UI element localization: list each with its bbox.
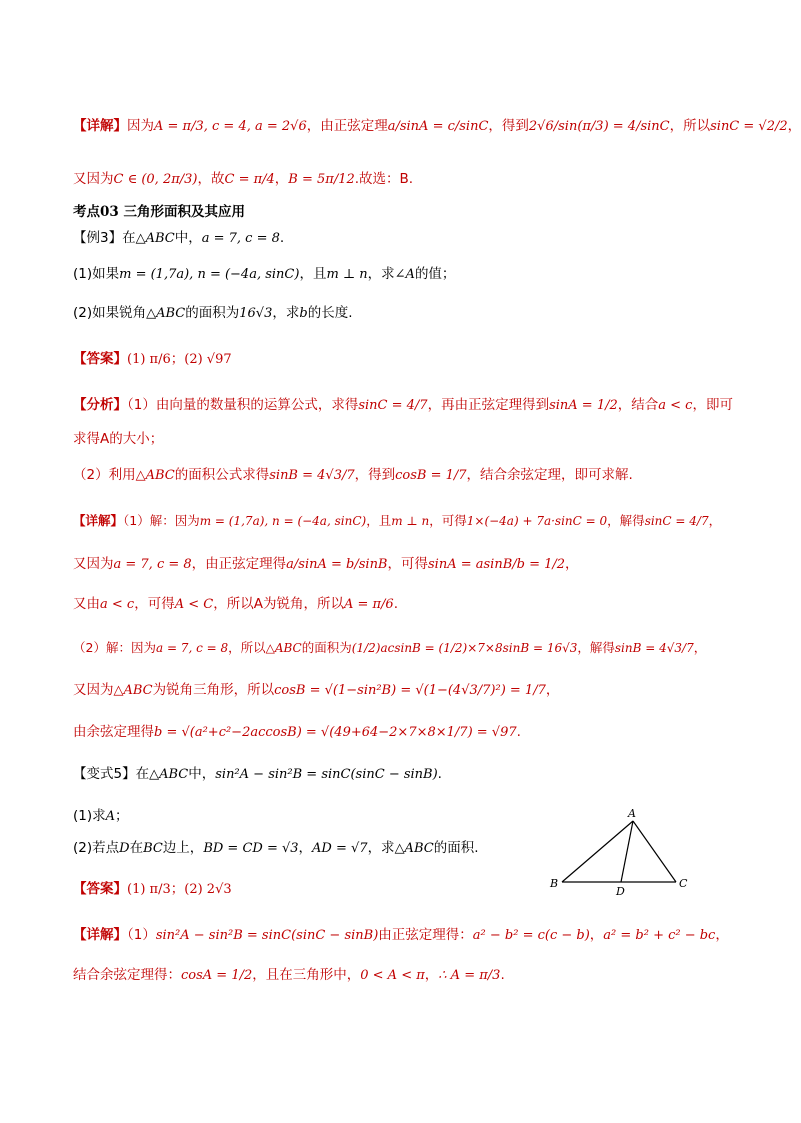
math: cosB = 1/7 <box>395 468 467 483</box>
text: ， <box>424 967 439 983</box>
text: . <box>516 724 521 740</box>
text: (1)求 <box>73 808 106 824</box>
detail-5-line-1 <box>73 926 754 945</box>
math: a/sinA = b/sinB <box>286 557 388 572</box>
text: 在 <box>135 766 150 782</box>
example-tag: 【例3】 <box>73 230 123 246</box>
math: b = √(a²+c²−2accosB) = √(49+64−2×7×8×1/7) = √97 <box>154 725 517 740</box>
math: (2) √97 <box>184 352 232 367</box>
example-3-question-1 <box>73 265 754 284</box>
math: sinB = 4√3/7 <box>269 468 355 483</box>
text: ，故 <box>197 171 225 187</box>
text: ，可得 <box>429 513 467 528</box>
math: a < c <box>658 398 693 413</box>
math: m ⊥ n <box>391 514 430 528</box>
point-label-d: D <box>616 885 625 898</box>
math: ∴ A = π/3 <box>438 968 501 983</box>
text: ， <box>708 513 722 528</box>
text: ， <box>298 840 313 856</box>
math: A = π/3, c = 4, a = 2√6 <box>154 119 307 134</box>
text: 的值； <box>414 266 456 282</box>
math: sinA = asinB/b = 1/2 <box>428 557 566 572</box>
text: 边上， <box>162 840 204 856</box>
text: ，结合余弦定理，即可求解. <box>466 467 633 483</box>
text: 因为 <box>127 118 154 134</box>
math: m = (1,7a), n = (−4a, sinC) <box>199 514 367 528</box>
math: a² = b² + c² − bc <box>603 928 716 943</box>
detail-tag: 【详解】 <box>73 513 124 528</box>
detail-tag: 【详解】 <box>73 927 127 943</box>
math: ∠A <box>394 267 415 282</box>
text: （1）解：因为 <box>123 513 200 528</box>
detail-3-line-4 <box>73 639 754 657</box>
text: （2）利用 <box>73 467 136 483</box>
answer-tag: 【答案】 <box>73 881 127 897</box>
text: 在 <box>129 840 144 856</box>
vertex-label-b: B <box>550 877 559 890</box>
math: sinA = 1/2 <box>549 398 618 413</box>
answer-3-line <box>73 350 754 369</box>
math: A <box>105 809 116 824</box>
text: （1）由向量的数量积的运算公式，求得 <box>127 397 359 413</box>
math: C = π/4 <box>224 172 275 187</box>
text: ，解得 <box>607 513 645 528</box>
detail-3-line-5 <box>73 681 754 700</box>
math: 1×(−4a) + 7a·sinC = 0 <box>466 514 608 528</box>
math: a/sinA = c/sinC <box>387 119 489 134</box>
side-ac <box>633 821 676 882</box>
text: 由余弦定理得 <box>73 724 154 740</box>
text: 中， <box>174 230 202 246</box>
math: 2√6/sin(π/3) = 4/sinC <box>528 119 670 134</box>
math: a = 7, c = 8 <box>201 231 280 246</box>
math: △ABC <box>149 767 189 782</box>
vertex-label-c: C <box>679 877 688 890</box>
text: ，且在三角形中， <box>252 967 361 983</box>
math: A = π/6 <box>343 597 394 612</box>
math: (1) π/3 <box>127 882 171 897</box>
text: ，求 <box>367 266 395 282</box>
text: ，所以 <box>669 118 711 134</box>
detail-line-1 <box>73 117 801 136</box>
text: . <box>437 766 442 782</box>
math: C ∈ (0, 2π/3) <box>113 172 198 187</box>
text: 又因为 <box>73 171 114 187</box>
detail-5-line-2 <box>73 966 754 985</box>
text: ， <box>545 682 560 698</box>
text: 由正弦定理得： <box>378 927 473 943</box>
math: (1/2)acsinB = (1/2)×7×8sinB = 16√3 <box>351 641 578 655</box>
example-3-line <box>73 229 754 248</box>
text: ，求 <box>367 840 395 856</box>
text: ，所以 <box>228 640 266 655</box>
detail-3-line-1 <box>73 512 754 530</box>
math: △ABC <box>135 231 175 246</box>
text: . <box>279 230 285 246</box>
text: ，且 <box>366 513 392 528</box>
analysis-line-1 <box>73 396 754 415</box>
math: sinC = √2/2 <box>710 119 788 134</box>
detail-3-line-2 <box>73 555 754 574</box>
math: cosB = √(1−sin²B) = √(1−(4√3/7)²) = 1/7 <box>274 683 546 698</box>
math: a² − b² = c(c − b) <box>472 928 590 943</box>
math: AD = √7 <box>312 841 368 856</box>
math: △ABC <box>135 468 175 483</box>
text: ， <box>565 556 579 572</box>
math: B = 5π/12 <box>288 172 355 187</box>
text: ； <box>170 881 185 897</box>
variant-tag: 【变式5】 <box>73 766 136 782</box>
text: ，再由正弦定理得到 <box>427 397 550 413</box>
analysis-tag: 【分析】 <box>73 397 127 413</box>
text: 的长度. <box>307 305 353 321</box>
text: . <box>393 596 398 612</box>
text: ，由正弦定理得 <box>191 556 287 572</box>
text: （2）解：因为 <box>73 640 156 655</box>
math: D <box>119 841 130 856</box>
text: 又由 <box>73 596 100 612</box>
example-3-question-2 <box>73 304 754 323</box>
text: 在 <box>122 230 136 246</box>
text: ， <box>693 640 707 655</box>
text: . <box>500 967 505 983</box>
text: ； <box>170 351 185 367</box>
math: m ⊥ n <box>326 267 368 282</box>
text: 的面积为 <box>301 640 352 655</box>
math: sinC = 4/7 <box>644 514 709 528</box>
variant-5-line <box>73 765 754 784</box>
text: ，且 <box>299 266 327 282</box>
math: BC <box>143 841 163 856</box>
math: cosA = 1/2 <box>181 968 253 983</box>
text: (2)若点 <box>73 840 120 856</box>
vertex-label-a: A <box>628 807 636 820</box>
analysis-line-2: 求得A的大小； <box>73 431 164 447</box>
math: sinC = 4/7 <box>358 398 428 413</box>
text: ，解得 <box>577 640 615 655</box>
text: （1） <box>127 927 156 943</box>
text: ，所以A为锐角，所以 <box>213 596 344 612</box>
text: ，可得 <box>134 596 175 612</box>
detail-3-line-6 <box>73 723 754 742</box>
variant-5-question-2 <box>73 839 534 858</box>
answer-tag: 【答案】 <box>73 351 127 367</box>
math: △ABC <box>146 306 186 321</box>
math: 16√3 <box>239 306 273 321</box>
math: sinB = 4√3/7 <box>614 641 694 655</box>
analysis-line-3 <box>73 466 754 485</box>
text: 的面积公式求得 <box>174 467 270 483</box>
text: (2)如果锐角 <box>73 305 147 321</box>
text: 的面积. <box>433 840 479 856</box>
math: (2) 2√3 <box>184 882 232 897</box>
text: ，可得 <box>387 556 428 572</box>
triangle-figure <box>548 805 698 900</box>
math: △ABC <box>394 841 434 856</box>
text: 的面积为 <box>185 305 240 321</box>
text: 为锐角三角形，所以 <box>152 682 275 698</box>
text: .故选：B. <box>354 171 414 187</box>
math: △ABC <box>265 641 302 655</box>
math: sin²A − sin²B = sinC(sinC − sinB) <box>155 928 379 943</box>
math: a < c <box>100 597 135 612</box>
text: 中， <box>188 766 216 782</box>
text: ， <box>715 927 729 943</box>
math: (1) π/6 <box>127 352 171 367</box>
text: ，求 <box>272 305 300 321</box>
math: △ABC <box>113 683 153 698</box>
text: ，由正弦定理 <box>306 118 388 134</box>
text: 又因为 <box>73 556 114 572</box>
math: sin²A − sin²B = sinC(sinC − sinB) <box>215 767 438 782</box>
detail-line-2 <box>73 170 754 189</box>
detail-3-line-3 <box>73 595 754 614</box>
text: ， <box>787 118 801 134</box>
math: b <box>299 306 308 321</box>
math: a = 7, c = 8 <box>113 557 192 572</box>
text: 结合余弦定理得： <box>73 967 181 983</box>
text: ； <box>115 808 129 824</box>
text: ， <box>589 927 604 943</box>
math: m = (1,7a), n = (−4a, sinC) <box>119 267 300 282</box>
text: ，结合 <box>617 397 659 413</box>
math: a = 7, c = 8 <box>155 641 229 655</box>
math: 0 < A < π <box>360 968 425 983</box>
text: ，得到 <box>488 118 529 134</box>
math: BD = CD = √3 <box>203 841 299 856</box>
text: ，得到 <box>354 467 396 483</box>
text: 又因为 <box>73 682 114 698</box>
text: (1)如果 <box>73 266 120 282</box>
section-heading: 考点03 三角形面积及其应用 <box>73 204 245 220</box>
detail-tag: 【详解】 <box>73 118 127 134</box>
text: ， <box>274 171 289 187</box>
text: ，即可 <box>692 397 733 413</box>
math: A < C <box>174 597 214 612</box>
